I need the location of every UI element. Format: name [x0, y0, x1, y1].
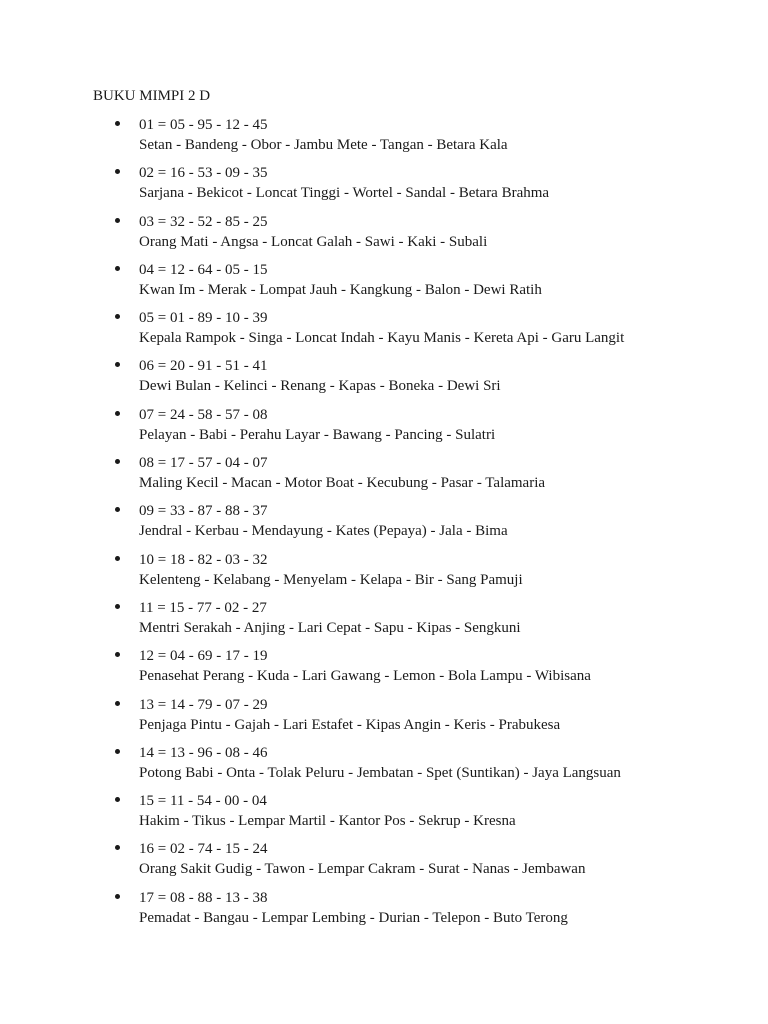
entry-numbers: 05 = 01 - 89 - 10 - 39 — [139, 310, 268, 327]
entry-numbers: 13 = 14 - 79 - 07 - 29 — [139, 696, 268, 713]
entry-numbers: 08 = 17 - 57 - 04 - 07 — [139, 455, 268, 472]
entry-meaning: Kelenteng - Kelabang - Menyelam - Kelapa - Bir - Sang Pamuji — [139, 571, 523, 588]
bullet-icon — [115, 894, 120, 899]
bullet-icon — [115, 845, 120, 850]
entry-meaning: Sarjana - Bekicot - Loncat Tinggi - Wortel - Sandal - Betara Brahma — [139, 185, 550, 202]
entry-numbers: 14 = 13 - 96 - 08 - 46 — [139, 744, 268, 761]
entry-meaning: Jendral - Kerbau - Mendayung - Kates (Pepaya) - Jala - Bima — [139, 523, 508, 540]
entry-meaning: Orang Mati - Angsa - Loncat Galah - Sawi - Kaki - Subali — [139, 233, 488, 250]
entry-meaning: Maling Kecil - Macan - Motor Boat - Kecubung - Pasar - Talamaria — [139, 475, 546, 492]
entry-meaning: Penasehat Perang - Kuda - Lari Gawang - Lemon - Bola Lampu - Wibisana — [139, 668, 591, 685]
entry-meaning: Orang Sakit Gudig - Tawon - Lempar Cakram - Surat - Nanas - Jembawan — [139, 861, 586, 878]
bullet-icon — [115, 169, 120, 174]
bullet-icon — [115, 701, 120, 706]
entry-meaning: Kepala Rampok - Singa - Loncat Indah - Kayu Manis - Kereta Api - Garu Langit — [139, 330, 625, 347]
entry-numbers: 15 = 11 - 54 - 00 - 04 — [139, 793, 267, 810]
entry-meaning: Pemadat - Bangau - Lempar Lembing - Durian - Telepon - Buto Terong — [139, 909, 568, 926]
entry-numbers: 04 = 12 - 64 - 05 - 15 — [139, 261, 268, 278]
entry-numbers: 11 = 15 - 77 - 02 - 27 — [139, 599, 267, 616]
bullet-icon — [115, 218, 120, 223]
entry-meaning: Hakim - Tikus - Lempar Martil - Kantor Pos - Sekrup - Kresna — [139, 813, 516, 830]
entry-numbers: 02 = 16 - 53 - 09 - 35 — [139, 165, 268, 182]
bullet-icon — [115, 459, 120, 464]
entry-numbers: 16 = 02 - 74 - 15 - 24 — [139, 841, 268, 858]
entry-meaning: Penjaga Pintu - Gajah - Lari Estafet - Kipas Angin - Keris - Prabukesa — [139, 716, 561, 733]
entry-numbers: 07 = 24 - 58 - 57 - 08 — [139, 406, 268, 423]
entry-meaning: Potong Babi - Onta - Tolak Peluru - Jembatan - Spet (Suntikan) - Jaya Langsuan — [139, 764, 621, 781]
bullet-icon — [115, 604, 120, 609]
bullet-icon — [115, 266, 120, 271]
entry-numbers: 12 = 04 - 69 - 17 - 19 — [139, 648, 268, 665]
entry-meaning: Kwan Im - Merak - Lompat Jauh - Kangkung - Balon - Dewi Ratih — [139, 281, 542, 298]
bullet-icon — [115, 362, 120, 367]
entry-numbers: 17 = 08 - 88 - 13 - 38 — [139, 889, 268, 906]
entry-meaning: Setan - Bandeng - Obor - Jambu Mete - Tangan - Betara Kala — [139, 137, 508, 153]
entry-meaning: Mentri Serakah - Anjing - Lari Cepat - Sapu - Kipas - Sengkuni — [139, 619, 521, 636]
bullet-icon — [115, 797, 120, 802]
bullet-icon — [115, 652, 120, 657]
entry-meaning: Dewi Bulan - Kelinci - Renang - Kapas - Boneka - Dewi Sri — [139, 378, 501, 395]
entry-numbers: 06 = 20 - 91 - 51 - 41 — [139, 358, 268, 375]
bullet-icon — [115, 411, 120, 416]
entry-numbers: 09 = 33 - 87 - 88 - 37 — [139, 503, 268, 520]
bullet-icon — [115, 507, 120, 512]
document-title: BUKU MIMPI 2 D — [93, 88, 211, 104]
entry-numbers: 10 = 18 - 82 - 03 - 32 — [139, 551, 268, 568]
entry-numbers: 03 = 32 - 52 - 85 - 25 — [139, 213, 268, 230]
entry-meaning: Pelayan - Babi - Perahu Layar - Bawang - Pancing - Sulatri — [139, 426, 496, 443]
bullet-icon — [115, 556, 120, 561]
bullet-icon — [115, 749, 120, 754]
bullet-icon — [115, 121, 120, 126]
entry-numbers: 01 = 05 - 95 - 12 - 45 — [139, 117, 268, 133]
bullet-icon — [115, 314, 120, 319]
